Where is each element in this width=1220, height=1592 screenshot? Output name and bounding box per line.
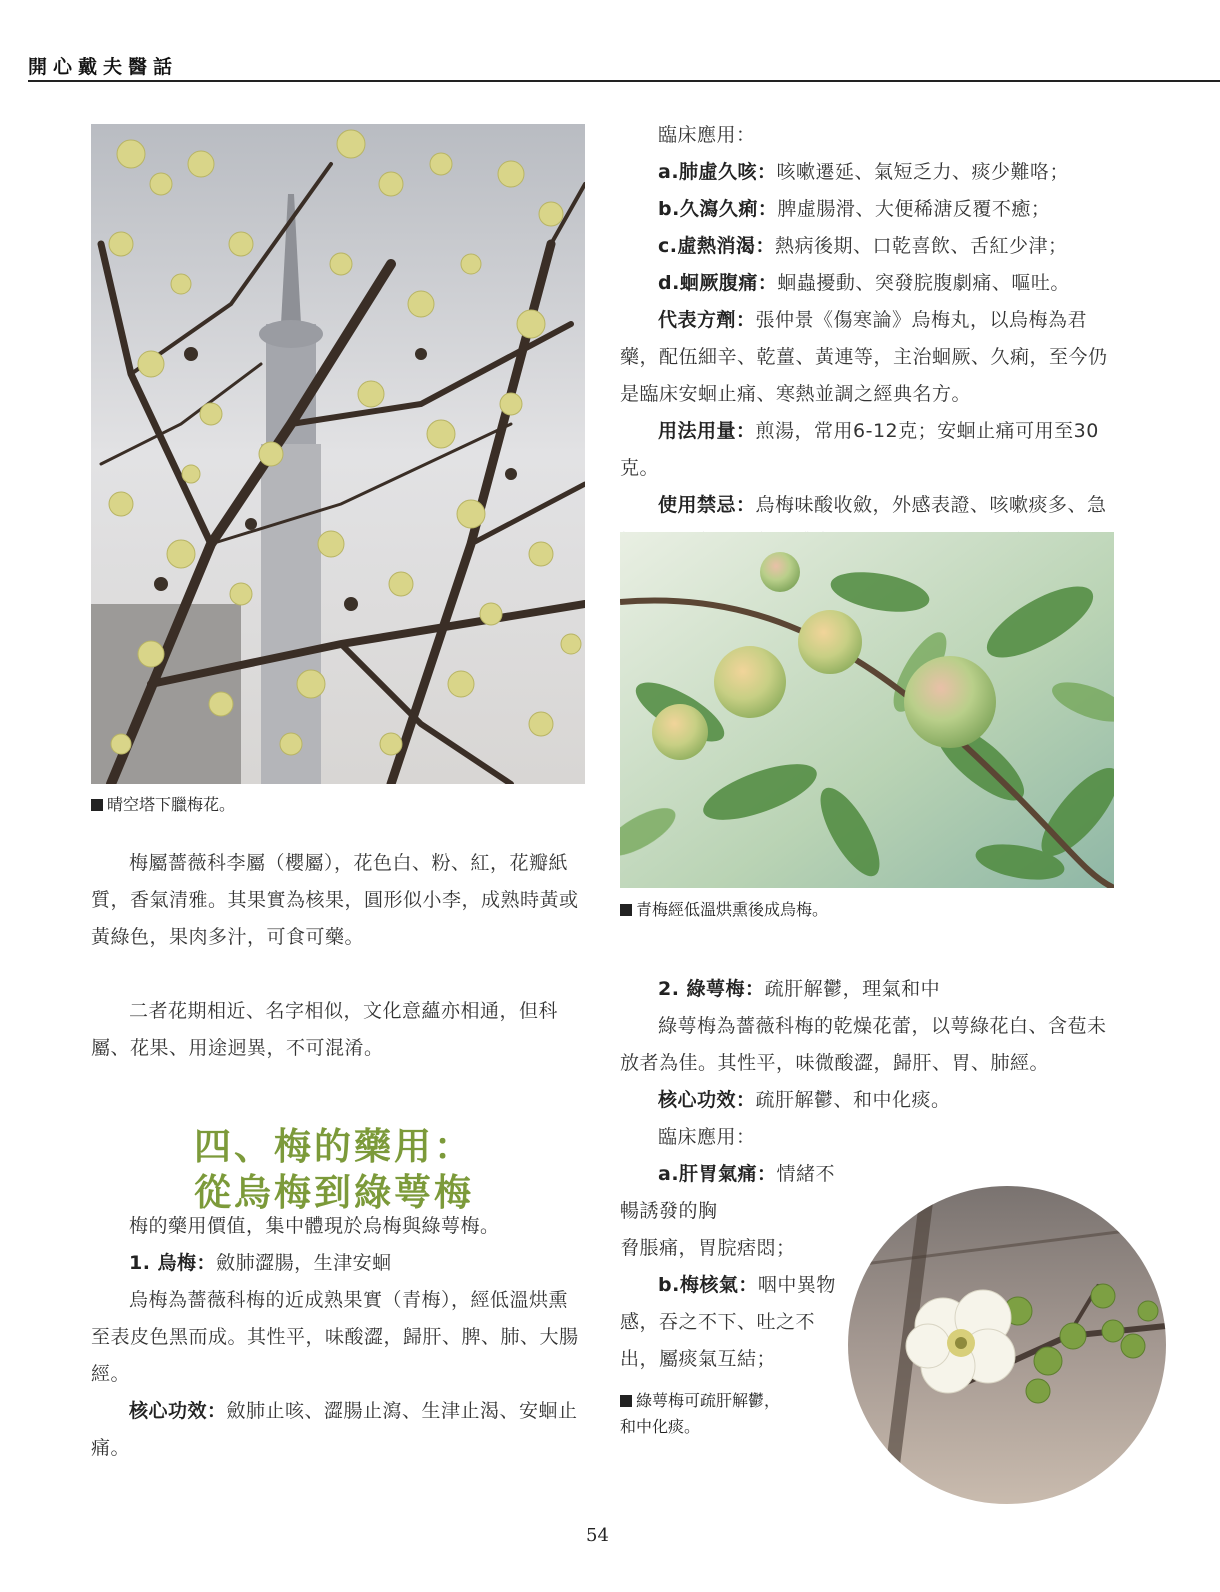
contraindications: 使用禁忌：烏梅味酸收斂，外感表證、咳嗽痰多、急 (658, 494, 1107, 516)
paragraph-mei-description: 梅屬薔薇科李屬（櫻屬），花色白、粉、紅，花瓣紙質，香氣清雅。其果實為核果，圓形似小李，成熟時黃或黃綠色，果肉多汁，可食可藥。 (91, 852, 579, 948)
header-rule (28, 80, 1220, 82)
right-column-text: 臨床應用： a.肺虛久咳：咳嗽遷延、氣短乏力、痰少難咯； b.久瀉久痢：脾虛腸滑、大便稀溏反覆不癒； c.虛熱消渴：熱病後期、口乾喜飲、舌紅少津； d.蛔厥腹痛：蛔蟲擾動、突發脘腹劇痛、嘔吐。 代表方劑：張仲景《傷寒論》烏梅丸，以烏梅為君藥，配伍細辛、乾薑、黃連等，主治蛔厥、久痢，至今仍是臨床安蛔止痛、寒熱並調之經典名方。 用法用量：煎湯，常用6-12克；安蛔止痛可用至30克。 使用禁忌：烏梅味酸收斂，外感表證、咳嗽痰多、急 (620, 117, 1114, 561)
page-number: 54 (586, 1525, 609, 1546)
application-a: a.肺虛久咳：咳嗽遷延、氣短乏力、痰少難咯； (658, 161, 1070, 183)
usage-dosage: 用法用量：煎湯，常用6-12克；安蛔止痛可用至30克。 (620, 420, 1099, 479)
caption-square-icon (620, 904, 632, 916)
representative-formula: 代表方劑：張仲景《傷寒論》烏梅丸，以烏梅為君藥，配伍細辛、乾薑、黃連等，主治蛔厥、久痢，至今仍是臨床安蛔止痛、寒熱並調之經典名方。 (620, 309, 1108, 405)
paragraph-lve-description: 綠萼梅為薔薇科梅的乾燥花蕾，以萼綠花白、含苞未放者為佳。其性平，味微酸澀，歸肝、胃、肺經。 (620, 1015, 1107, 1074)
paragraph-wumei-core: 核心功效：斂肺止咳、澀腸止瀉、生津止渴、安蛔止痛。 (91, 1400, 578, 1459)
lve-subheading: 2. 綠萼梅：疏肝解鬱，理氣和中 (658, 978, 941, 1000)
section-heading: 四、梅的藥用： 從烏梅到綠萼梅 (194, 1125, 474, 1214)
application-b: b.久瀉久痢：脾虛腸滑、大便稀溏反覆不癒； (658, 198, 1051, 220)
photo-caption-green-plum: 青梅經低溫烘熏後成烏梅。 (620, 897, 828, 923)
caption-square-icon (91, 799, 103, 811)
wumei-subheading: 1. 烏梅：斂肺澀腸，生津安蛔 (129, 1252, 392, 1274)
application-liver-stomach: a.肝胃氣痛：情緒不暢誘發的胸 脅脹痛，胃脘痞悶； b.梅核氣：咽中異物 感，吞之不下、吐之不 出，屬痰氣互結； (620, 1163, 836, 1370)
photo-caption-green-calyx-plum: 綠萼梅可疏肝解鬱， 和中化痰。 (620, 1391, 781, 1436)
paragraph-intro: 梅的藥用價值，集中體現於烏梅與綠萼梅。 (129, 1215, 500, 1237)
paragraph-comparison: 二者花期相近、名字相似，文化意蘊亦相通，但科屬、花果、用途迥異，不可混淆。 (91, 1000, 559, 1059)
right-column-lower-text: 2. 綠萼梅：疏肝解鬱，理氣和中 綠萼梅為薔薇科梅的乾燥花蕾，以萼綠花白、含苞未放者為佳。其性平，味微酸澀，歸肝、胃、肺經。 核心功效：疏肝解鬱、和中化痰。 臨床應用： (620, 971, 1114, 1156)
running-header: 開心戴夫醫話 (28, 56, 179, 78)
photo-caption-wintersweet: 晴空塔下臘梅花。 (91, 792, 235, 818)
caption-square-icon (620, 1395, 632, 1407)
application-d: d.蛔厥腹痛：蛔蟲擾動、突發脘腹劇痛、嘔吐。 (658, 272, 1070, 294)
application-c: c.虛熱消渴：熱病後期、口乾喜飲、舌紅少津； (658, 235, 1068, 257)
paragraph-wumei-description: 烏梅為薔薇科梅的近成熟果實（青梅），經低溫烘熏至表皮色黑而成。其性平，味酸澀，歸肝、脾、肺、大腸經。 (91, 1289, 579, 1385)
wintersweet-tower-photo (91, 124, 585, 784)
green-plum-photo (620, 532, 1114, 888)
paragraph-lve-core: 核心功效：疏肝解鬱、和中化痰。 (658, 1089, 951, 1111)
green-calyx-plum-photo (848, 1186, 1166, 1504)
